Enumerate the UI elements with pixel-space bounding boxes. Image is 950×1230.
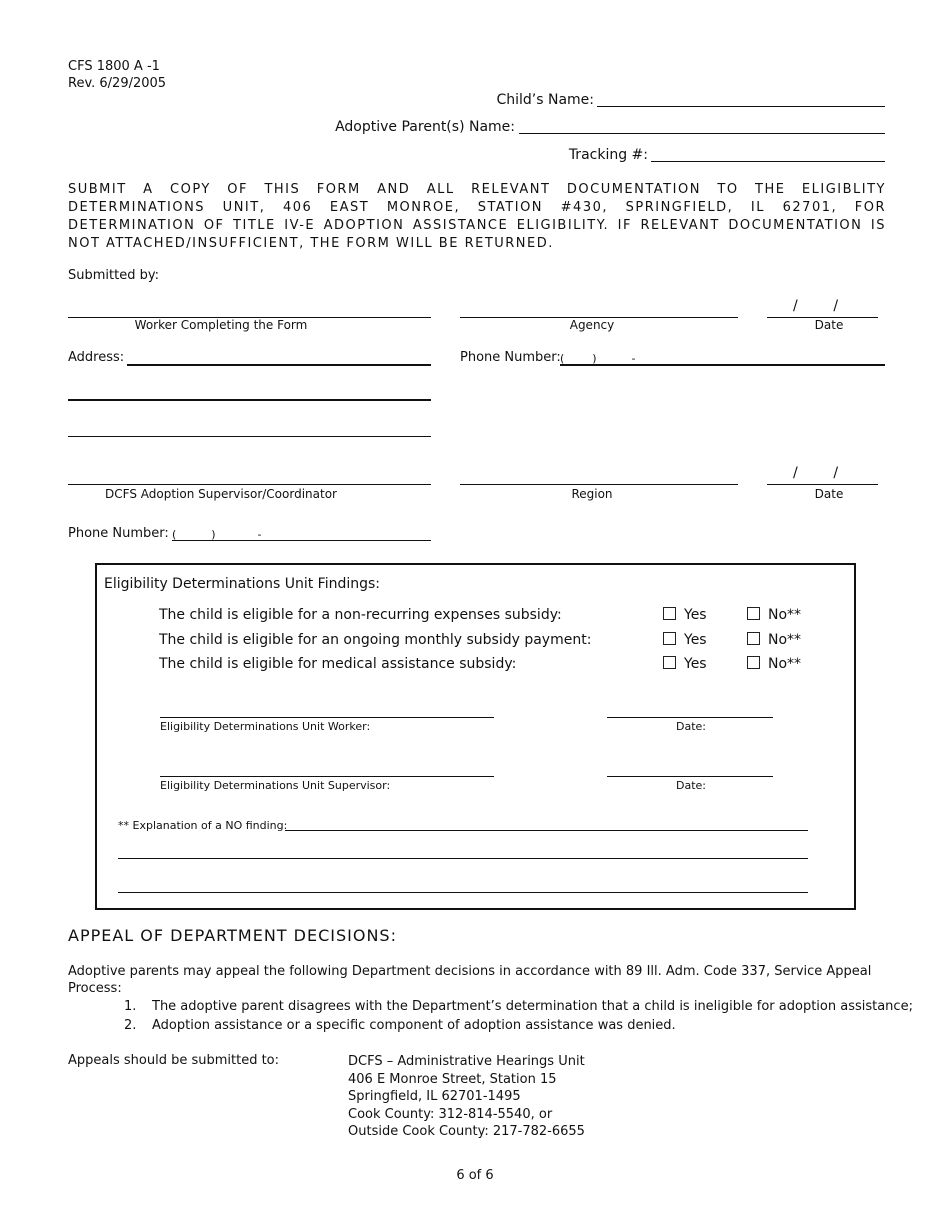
appeal-item-1-num: 1. <box>124 999 137 1014</box>
phone2-field[interactable] <box>172 540 431 541</box>
edu-worker-label: Eligibility Determinations Unit Worker: <box>160 720 371 733</box>
phone-field[interactable] <box>560 364 885 366</box>
checkbox-icon[interactable] <box>747 656 760 669</box>
explanation-field-3[interactable] <box>118 892 808 893</box>
checkbox-icon[interactable] <box>663 632 676 645</box>
form-revision: Rev. 6/29/2005 <box>68 76 167 91</box>
no-label: No** <box>768 607 802 623</box>
form-id: CFS 1800 A -1 <box>68 59 160 74</box>
finding-row-monthly: The child is eligible for an ongoing monthly subsidy payment: <box>159 632 592 648</box>
appeal-heading: APPEAL OF DEPARTMENT DECISIONS: <box>68 926 397 945</box>
date2-caption: Date <box>814 487 844 501</box>
supervisor-signature-field[interactable] <box>68 484 431 485</box>
appeals-address-line: Springfield, IL 62701-1495 <box>348 1089 521 1104</box>
submitted-by-label: Submitted by: <box>68 268 159 283</box>
finding-row-nonrecurring: The child is eligible for a non-recurring expenses subsidy: <box>159 607 562 623</box>
explanation-label: ** Explanation of a NO finding: <box>118 819 288 832</box>
appeal-item-2: Adoption assistance or a specific component of adoption assistance was denied. <box>152 1018 676 1033</box>
explanation-field-2[interactable] <box>118 858 808 859</box>
appeals-address-line: Outside Cook County: 217-782-6655 <box>348 1124 585 1139</box>
phone-label: Phone Number: <box>460 350 561 365</box>
agency-caption: Agency <box>569 318 615 332</box>
worker-caption: Worker Completing the Form <box>134 318 308 332</box>
appeal-item-1: The adoptive parent disagrees with the Department’s determination that a child is ineligible for adoption assistance; <box>152 999 913 1014</box>
appeal-item-2-num: 2. <box>124 1018 137 1033</box>
phone2-mask: ( ) - <box>172 528 262 541</box>
checkbox-icon[interactable] <box>747 632 760 645</box>
no-checkbox-nonrecurring[interactable] <box>747 607 801 623</box>
appeals-submit-label: Appeals should be submitted to: <box>68 1053 280 1068</box>
phone-mask: ( ) - <box>560 352 636 365</box>
findings-title: Eligibility Determinations Unit Findings: <box>104 576 381 592</box>
edu-worker-signature-field[interactable] <box>160 717 494 718</box>
date2-field[interactable] <box>767 484 878 485</box>
explanation-field-1[interactable] <box>285 830 808 831</box>
yes-checkbox-monthly[interactable] <box>663 632 707 648</box>
date-caption: Date <box>814 318 844 332</box>
supervisor-caption: DCFS Adoption Supervisor/Coordinator <box>105 487 337 501</box>
submission-instructions: SUBMIT A COPY OF THIS FORM AND ALL RELEVANT DOCUMENTATION TO THE ELIGIBLITY DETERMINATIONS UNIT, 406 EAST MONROE, STATION #430, SPRINGFIELD, IL 62701, FOR DETERMINATION OF TITLE IV-E ADOPTION ASSISTANCE ELIGIBILITY. IF RELEVANT DOCUMENTATION IS NOT ATTACHED/INSUFFICIENT, THE FORM WILL BE RETURNED. <box>68 182 886 251</box>
address-field-3[interactable] <box>68 436 431 437</box>
no-checkbox-medical[interactable] <box>747 656 801 672</box>
tracking-field[interactable] <box>651 161 885 162</box>
no-label: No** <box>768 632 802 648</box>
region-field[interactable] <box>460 484 738 485</box>
date-slashes: / / <box>793 298 839 314</box>
finding-row-medical: The child is eligible for medical assistance subsidy: <box>159 656 517 672</box>
edu-supervisor-date-label: Date: <box>676 779 706 792</box>
yes-checkbox-medical[interactable] <box>663 656 707 672</box>
appeal-intro: Adoptive parents may appeal the following Department decisions in accordance with 89 Ill. Adm. Code 337, Service Appeal Process: <box>68 964 872 996</box>
adoptive-parents-label: Adoptive Parent(s) Name: <box>335 119 515 135</box>
childs-name-label: Child’s Name: <box>496 92 594 108</box>
childs-name-field[interactable] <box>597 106 885 107</box>
edu-supervisor-label: Eligibility Determinations Unit Supervisor: <box>160 779 391 792</box>
yes-label: Yes <box>684 632 707 648</box>
appeals-address-line: Cook County: 312-814-5540, or <box>348 1106 553 1122</box>
checkbox-icon[interactable] <box>663 656 676 669</box>
appeals-address <box>348 1053 585 1141</box>
appeals-address-line: DCFS – Administrative Hearings Unit <box>348 1054 585 1069</box>
yes-label: Yes <box>684 656 707 672</box>
edu-supervisor-signature-field[interactable] <box>160 776 494 777</box>
tracking-label: Tracking #: <box>568 147 648 163</box>
no-label: No** <box>768 656 802 672</box>
checkbox-icon[interactable] <box>663 607 676 620</box>
no-checkbox-monthly[interactable] <box>747 632 801 648</box>
form-header <box>68 58 166 92</box>
page-number: 6 of 6 <box>456 1168 494 1183</box>
yes-checkbox-nonrecurring[interactable] <box>663 607 707 623</box>
yes-label: Yes <box>684 607 707 623</box>
appeals-address-line: 406 E Monroe Street, Station 15 <box>348 1071 557 1087</box>
edu-worker-date-label: Date: <box>676 720 706 733</box>
date2-slashes: / / <box>793 465 839 481</box>
edu-supervisor-date-field[interactable] <box>607 776 773 777</box>
phone2-label: Phone Number: <box>68 526 169 541</box>
edu-worker-date-field[interactable] <box>607 717 773 718</box>
address-field-1[interactable] <box>127 364 431 366</box>
address-field-2[interactable] <box>68 399 431 401</box>
adoptive-parents-field[interactable] <box>519 133 885 134</box>
address-label: Address: <box>68 350 125 365</box>
region-caption: Region <box>571 487 613 501</box>
checkbox-icon[interactable] <box>747 607 760 620</box>
